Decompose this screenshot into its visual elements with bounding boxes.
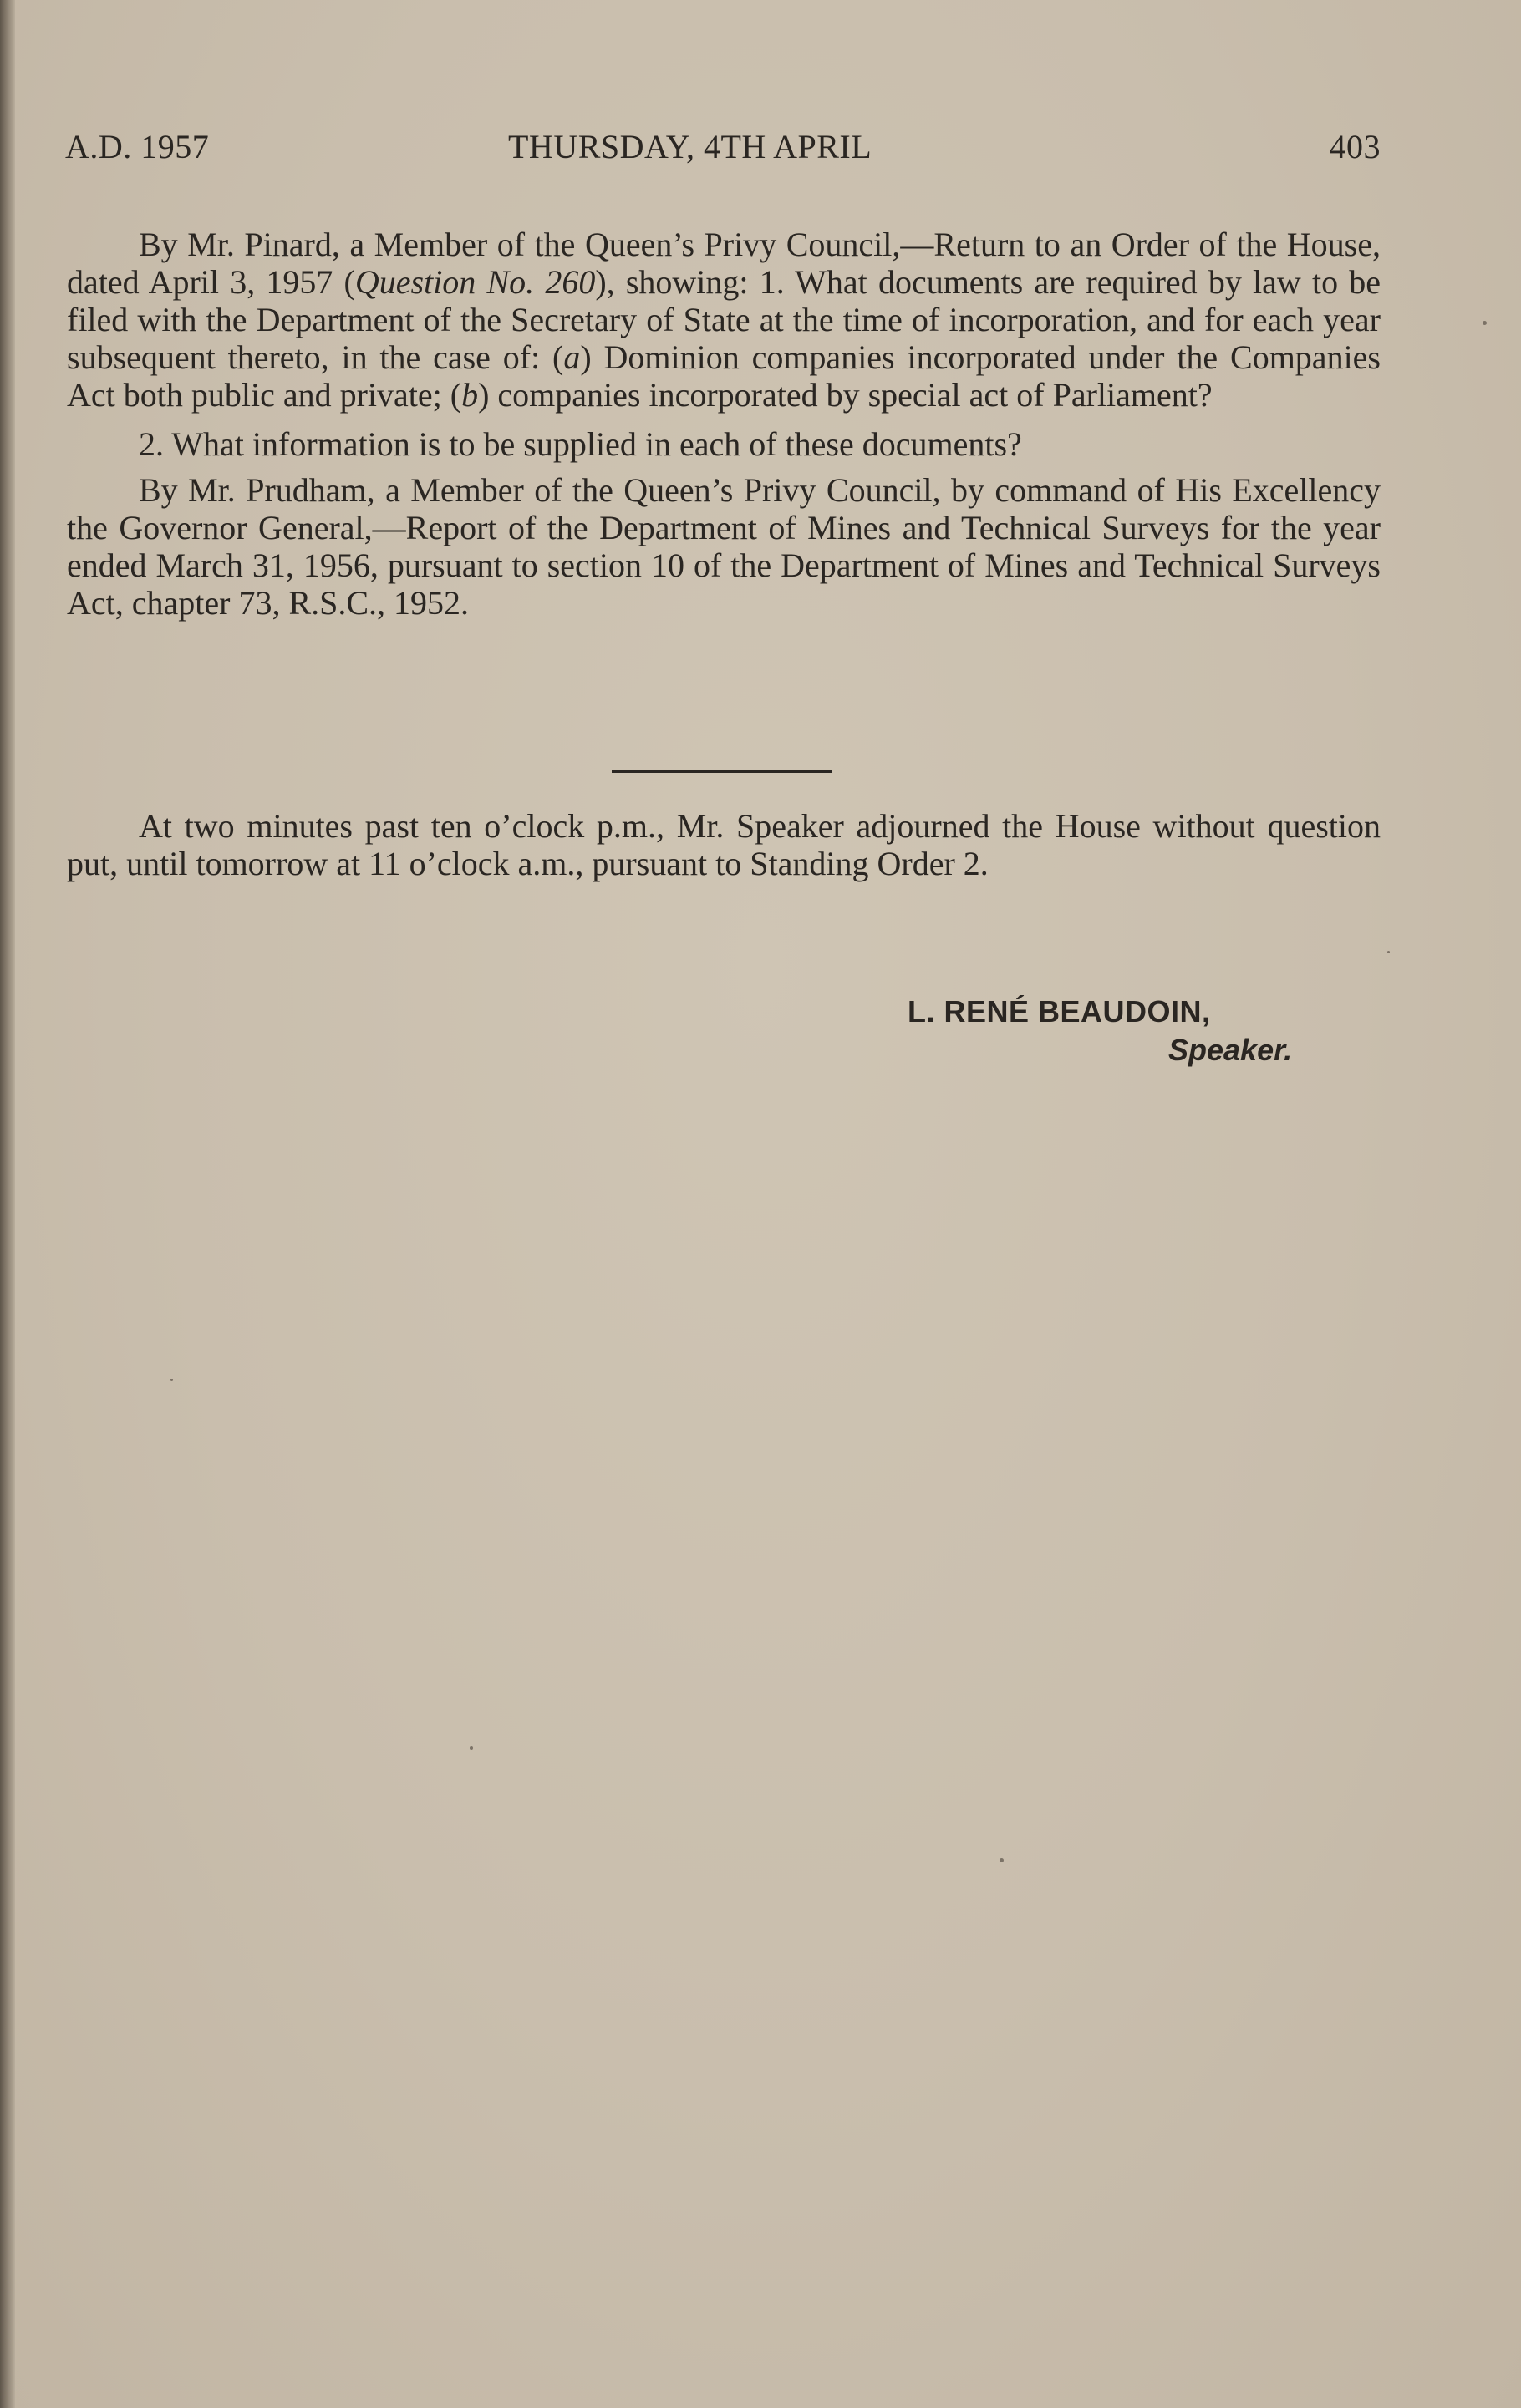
paragraph-text: By Mr. Pinard, a Member of the Queen’s Privy Council,—Return to an Order of the House, dated April 3, 1957 ( [67,226,1381,301]
header-year: A.D. 1957 [65,128,210,165]
paper-speck [470,1746,473,1750]
paper-speck [1483,321,1487,325]
item-letter-b: b [461,376,479,414]
signatory-title: Speaker. [1168,1033,1293,1067]
adjournment-section [67,807,1381,882]
paragraph-adjournment: At two minutes past ten o’clock p.m., Mr. Speaker adjourned the House without question put, until tomorrow at 11 o’clock a.m., pursuant to Standing Order 2. [67,807,1381,882]
paper-speck [170,1379,173,1381]
question-reference: Question No. 260 [354,263,596,301]
document-body [67,226,1381,633]
signatory-name: L. RENÉ BEAUDOIN, [908,994,1211,1029]
paper-speck [1387,951,1390,953]
paragraph-pinard-return [67,226,1381,414]
page-number: 403 [1329,128,1381,165]
paragraph-prudham-report: By Mr. Prudham, a Member of the Queen’s Privy Council, by command of His Excellency the Governor General,—Report of the Department of Mines and Technical Surveys for the year ended March 31, 1956, pursuant to section 10 of the Department of Mines and Technical Surveys Act, chapter 73, R.S.C., 1952. [67,471,1381,622]
paper-speck [1000,1858,1004,1862]
page-binding-edge [0,0,15,2408]
paragraph-text: ) Dominion companies incorporated under the Companies Act both public and private; ( [67,338,1381,414]
header-date: THURSDAY, 4TH APRIL [508,128,872,165]
paragraph-text: ), showing: 1. What documents are required by law to be filed with the Department of the Secretary of State at the time of incorporation, and for each year subsequent thereto, in the case of: ( [67,263,1381,376]
signature-block [908,993,1292,1069]
paragraph-question-two: 2. What information is to be supplied in each of these documents? [139,425,1022,463]
section-divider [612,770,832,773]
item-letter-a: a [563,338,581,376]
running-header [65,127,1381,174]
paragraph-text: ) companies incorporated by special act of Parliament? [478,376,1213,414]
